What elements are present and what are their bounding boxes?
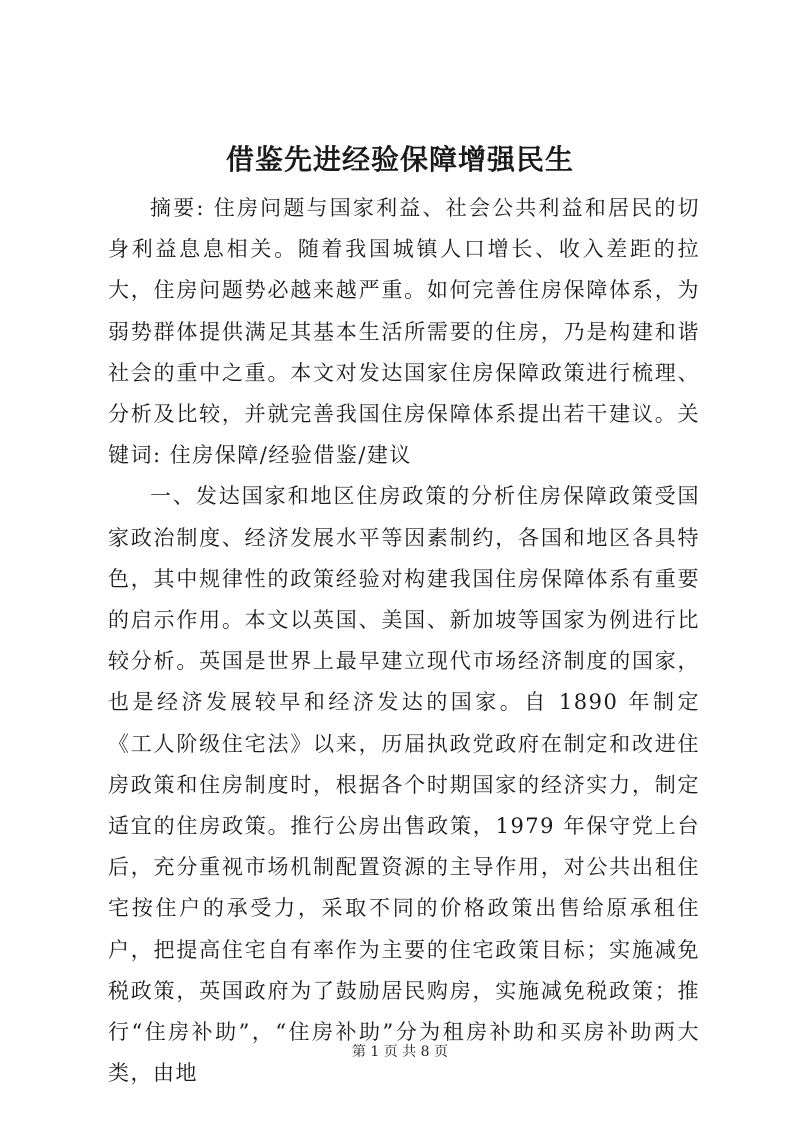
document-body <box>108 188 700 1094</box>
section-one-paragraph: 一、发达国家和地区住房政策的分析住房保障政策受国家政治制度、经济发展水平等因素制约，各国和地区各具特色，其中规律性的政策经验对构建我国住房保障体系有重要的启示作用。本文以英国、美国、新加坡等国家为例进行比较分析。英国是世界上最早建立现代市场经济制度的国家，也是经济发展较早和经济发达的国家。自 1890 年制定《工人阶级住宅法》以来，历届执政党政府在制定和改进住房政策和住房制度时，根据各个时期国家的经济实力，制定适宜的住房政策。推行公房出售政策，1979 年保守党上台后，充分重视市场机制配置资源的主导作用，对公共出租住宅按住户的承受力，采取不同的价格政策出售给原承租住户，把提高住宅自有率作为主要的住宅政策目标；实施减免税政策，英国政府为了鼓励居民购房，实施减免税政策；推行“住房补助”，“住房补助”分为租房补助和买房补助两大类，由地 <box>108 484 700 1086</box>
document-title: 借鉴先进经验保障增强民生 <box>225 143 574 176</box>
abstract-paragraph: 摘要: 住房问题与国家利益、社会公共利益和居民的切身利益息息相关。随着我国城镇人口增长、收入差距的拉大，住房问题势必越来越严重。如何完善住房保障体系，为弱势群体提供满足其基本生活所需要的住房，乃是构建和谐社会的重中之重。本文对发达国家住房保障政策进行梳理、分析及比较，并就完善我国住房保障体系提出若干建议。关键词: 住房保障/经验借鉴/建议 <box>108 196 700 468</box>
page-number-footer: 第 1 页 共 8 页 <box>351 1044 449 1060</box>
